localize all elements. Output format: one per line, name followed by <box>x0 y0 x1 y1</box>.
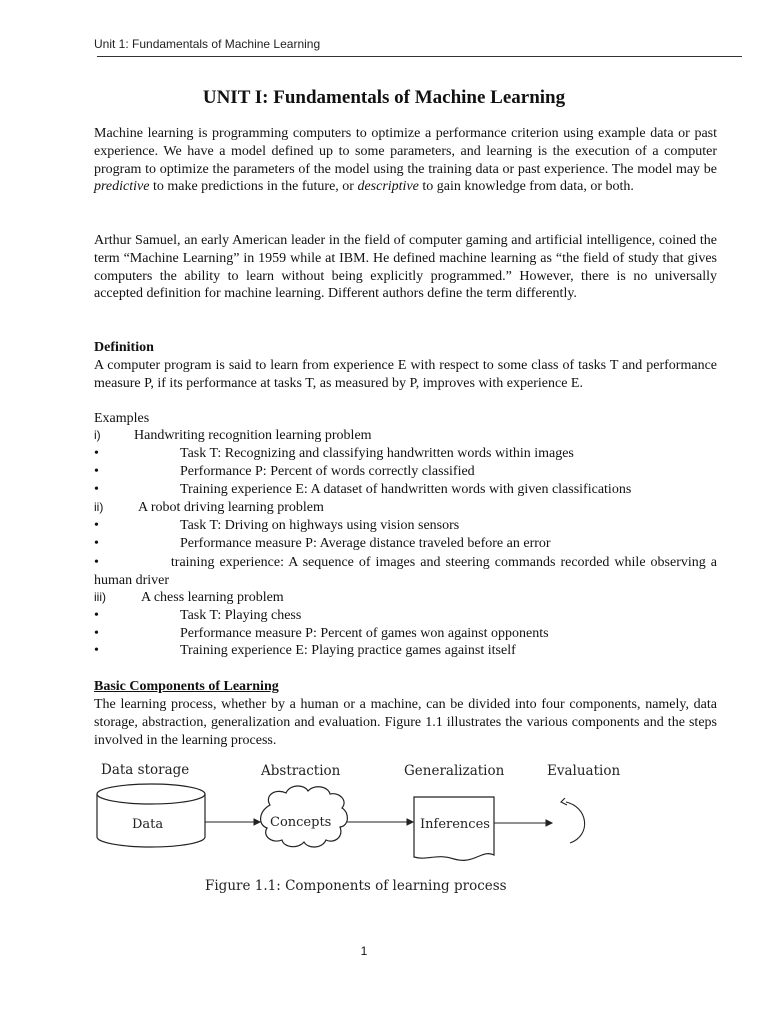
bullet-icon: • <box>94 518 99 533</box>
definition-text: A computer program is said to learn from experience E with respect to some class of tasks T and performance measure P, if its performance at tasks T, as measured by P, improves with experience E. <box>94 358 717 391</box>
page-number: 1 <box>360 944 368 958</box>
figure-caption: Figure 1.1: Components of learning process <box>205 878 507 894</box>
intro-em-descriptive: descriptive <box>357 179 419 195</box>
example-3-title: A chess learning problem <box>141 590 284 605</box>
definition-heading: Definition <box>94 340 154 355</box>
bullet-icon: • <box>94 482 99 497</box>
example-1-title: Handwriting recognition learning problem <box>134 428 372 443</box>
label-generalization: Generalization <box>404 763 505 779</box>
node-concepts: Concepts <box>270 815 332 830</box>
intro-text-a: Machine learning is programming computers to optimize a performance criterion using example data or past experience. We have a model defined up to some parameters, and learning is the execution of a computer program to optimize the parameters of the model using the training data or past experience. The model may be <box>94 126 717 177</box>
bullet-text: Performance measure P: Average distance traveled before an error <box>180 536 551 551</box>
header-rule <box>97 56 742 57</box>
example-2-numeral: ii) <box>94 500 104 514</box>
bullet-text: Training experience E: Playing practice games against itself <box>180 643 516 658</box>
bullet-icon: • <box>94 446 99 461</box>
learning-process-figure <box>94 755 634 900</box>
bullet-text: training experience: A sequence of images and steering commands recorded while observing a human driver <box>94 555 717 588</box>
bullet-icon: • <box>94 464 99 479</box>
example-1-title-line <box>94 428 372 444</box>
label-data-storage: Data storage <box>101 762 190 778</box>
bullet-icon: • <box>94 555 99 570</box>
example-2-title: A robot driving learning problem <box>138 500 324 515</box>
bullet-icon: • <box>94 626 99 641</box>
intro-paragraph-2: Arthur Samuel, an early American leader in the field of computer gaming and artificial intelligence, coined the term “Machine Learning” in 1959 while at IBM. He defined machine learning as “the field of study that gives computers the ability to learn without being explicitly programmed.” However, there is no universally accepted definition for machine learning. Different authors define the term differently. <box>94 233 717 302</box>
components-heading: Basic Components of Learning <box>94 679 279 694</box>
bullet-icon: • <box>94 643 99 658</box>
running-header: Unit 1: Fundamentals of Machine Learning <box>94 37 321 51</box>
label-evaluation: Evaluation <box>547 763 621 779</box>
bullet-icon: • <box>94 536 99 551</box>
bullet-text: Performance P: Percent of words correctly classified <box>180 464 475 479</box>
example-2-title-line <box>94 500 324 516</box>
node-data: Data <box>132 817 164 832</box>
components-text: The learning process, whether by a human or a machine, can be divided into four components, namely, data storage, abstraction, generalization and evaluation. Figure 1.1 illustrates the various components and the steps involved in the learning process. <box>94 697 717 748</box>
example-3-numeral: iii) <box>94 590 106 604</box>
intro-paragraph-1 <box>94 125 717 196</box>
example-3-title-line <box>94 590 284 606</box>
arrow-right-icon <box>205 819 260 825</box>
data-cylinder <box>97 784 205 847</box>
evaluation-loop-icon <box>561 798 585 843</box>
arrow-right-icon <box>494 820 552 826</box>
examples-heading: Examples <box>94 411 150 426</box>
arrow-right-icon <box>346 819 413 825</box>
bullet-text: Performance measure P: Percent of games won against opponents <box>180 626 549 641</box>
page-title: UNIT I: Fundamentals of Machine Learning <box>202 87 566 108</box>
intro-em-predictive: predictive <box>94 179 150 195</box>
intro-text-c: to gain knowledge from data, or both. <box>418 179 634 195</box>
bullet-text: Task T: Playing chess <box>180 608 302 623</box>
list-item <box>94 554 717 590</box>
bullet-text: Task T: Recognizing and classifying handwritten words within images <box>180 446 574 461</box>
bullet-text: Training experience E: A dataset of handwritten words with given classifications <box>180 482 632 497</box>
node-inferences: Inferences <box>420 817 490 832</box>
bullet-text: Task T: Driving on highways using vision sensors <box>180 518 460 533</box>
bullet-icon: • <box>94 608 99 623</box>
example-1-numeral: i) <box>94 428 101 442</box>
intro-text-b: to make predictions in the future, or <box>149 179 358 195</box>
label-abstraction: Abstraction <box>261 763 341 779</box>
